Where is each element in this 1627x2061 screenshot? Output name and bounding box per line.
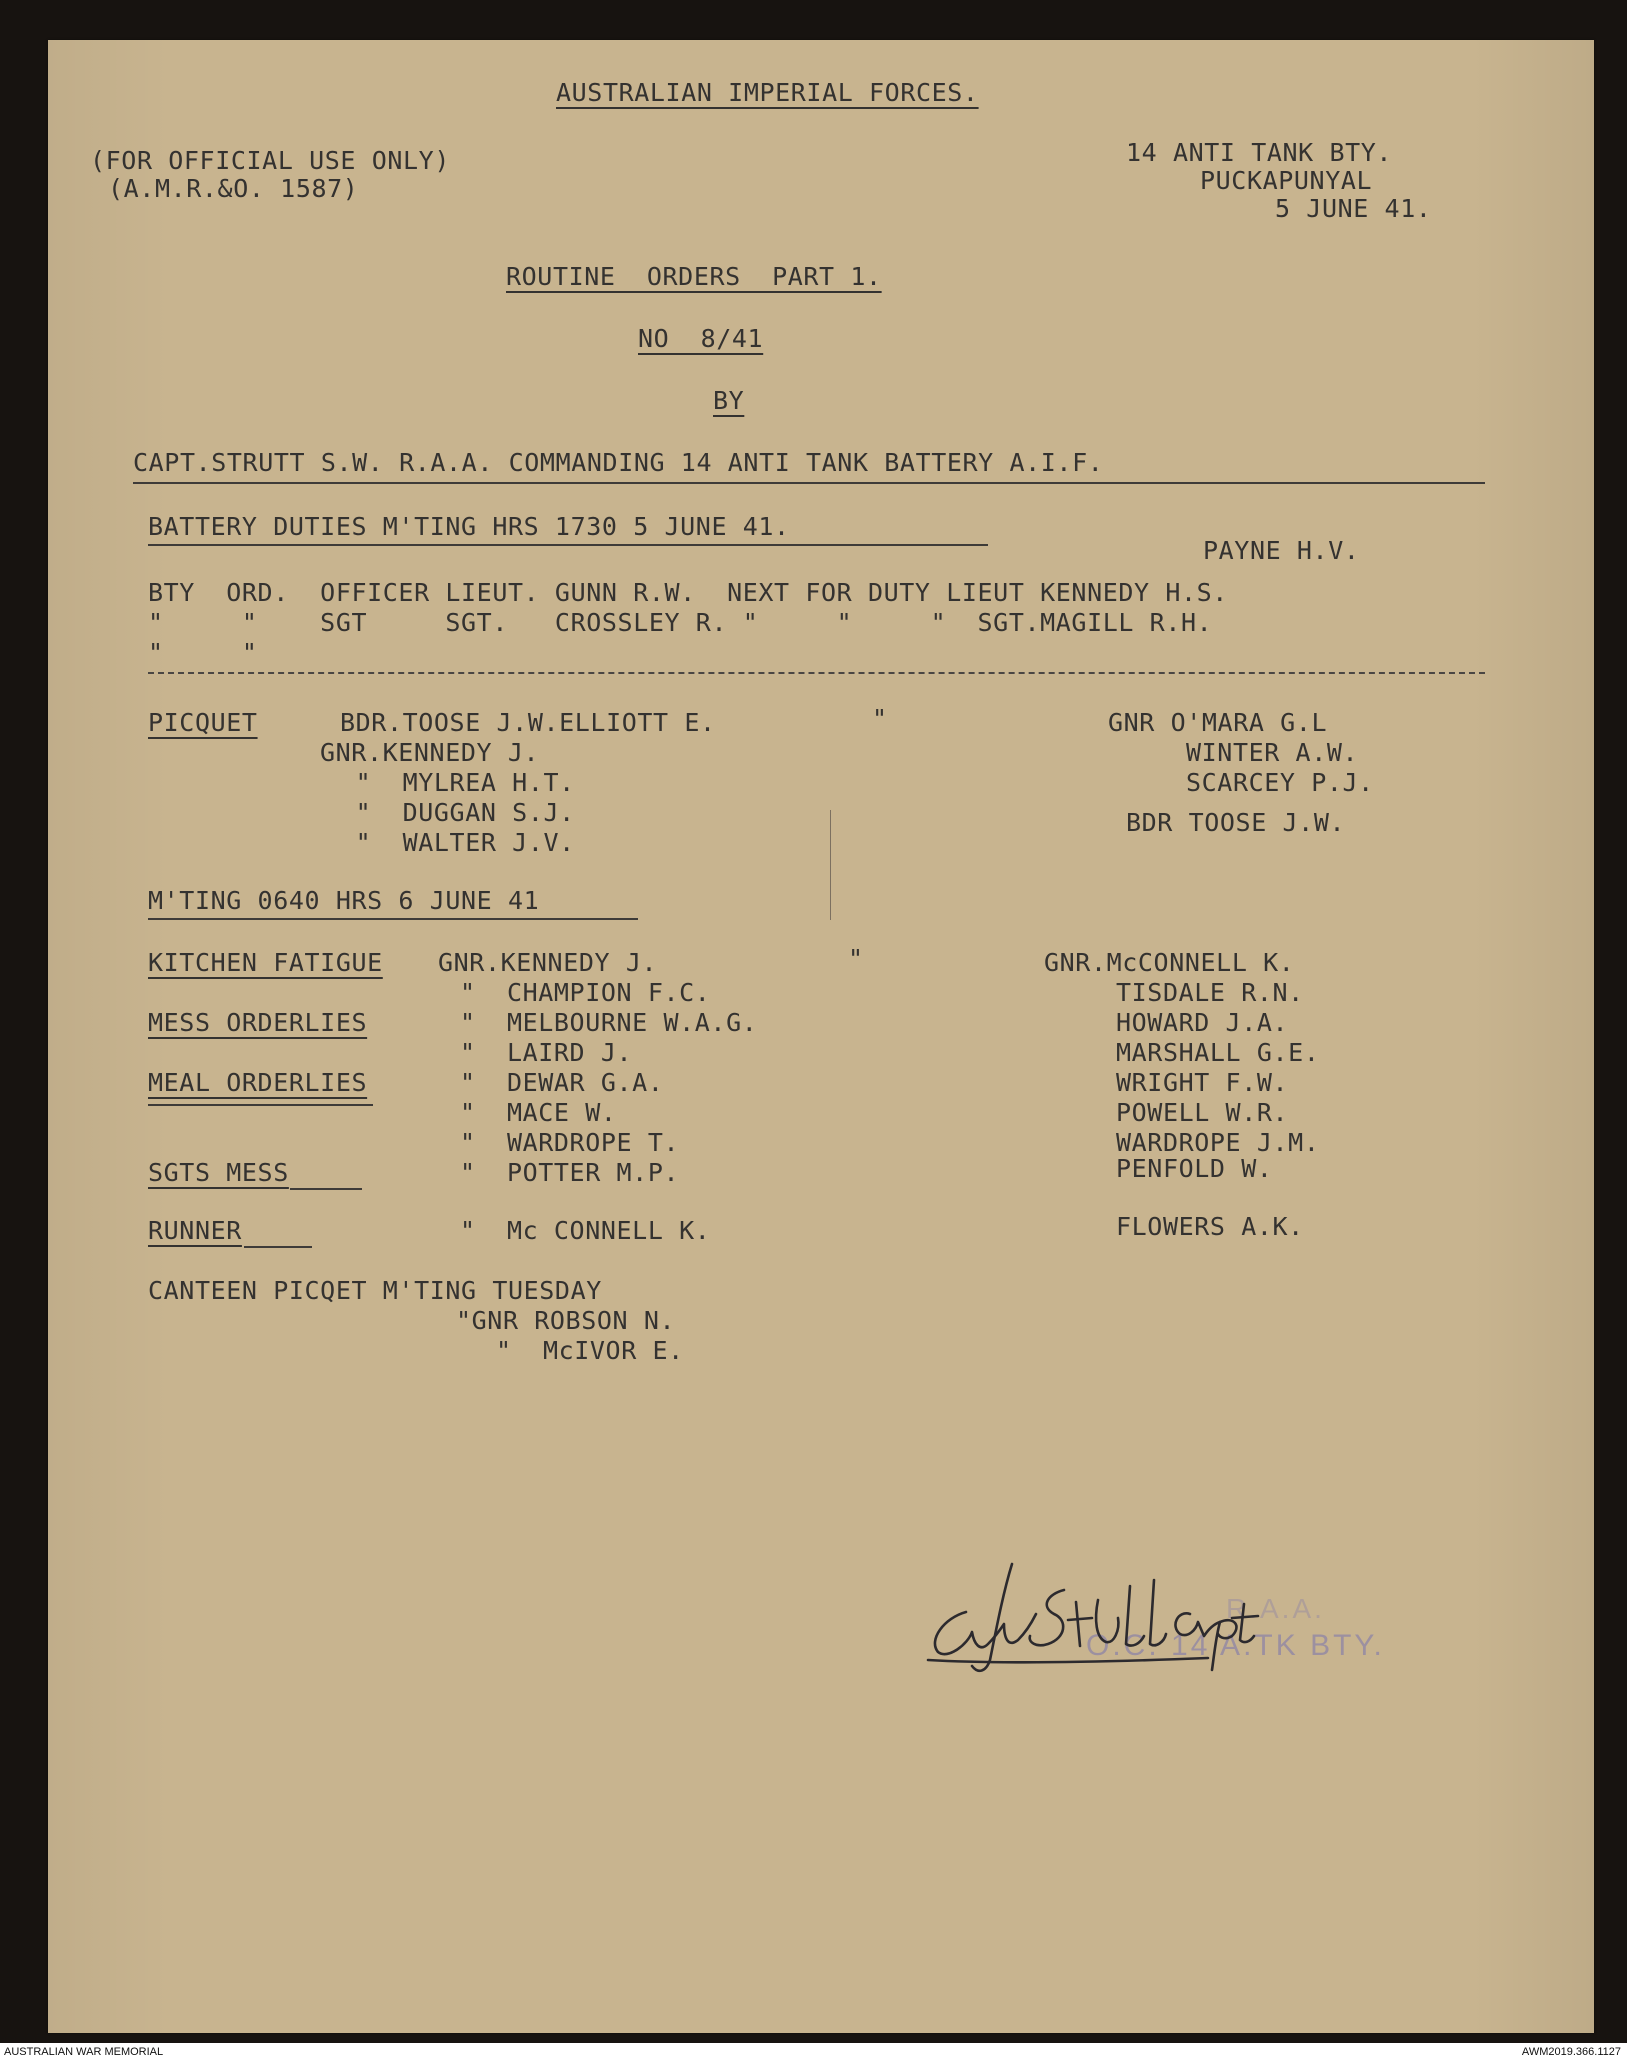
routine-orders-title: ROUTINE ORDERS PART 1. <box>506 262 882 291</box>
commander-underline <box>133 482 1485 484</box>
fatigue-next-row: WARDROPE J.M. <box>1116 1128 1320 1157</box>
picquet-next-row: SCARCEY P.J. <box>1186 768 1374 797</box>
picquet-next-row: BDR TOOSE J.W. <box>1126 808 1346 837</box>
sgts-mess-underline-extension <box>290 1188 362 1190</box>
commanding-officer-line: CAPT.STRUTT S.W. R.A.A. COMMANDING 14 ANTI TANK BATTERY A.I.F. <box>133 448 1104 477</box>
fatigue-next-row: PENFOLD W. <box>1116 1154 1273 1183</box>
picquet-row: " DUGGAN S.J. <box>340 798 575 827</box>
picquet-next-row: GNR O'MARA G.L <box>1108 708 1328 737</box>
order-number: NO 8/41 <box>638 324 764 353</box>
fatigue-row: " Mc CONNELL K. <box>460 1216 711 1245</box>
archive-credit-bar <box>0 2043 1627 2061</box>
archive-credit-left: AUSTRALIAN WAR MEMORIAL <box>4 2046 164 2058</box>
battery-duties-separator <box>148 672 1485 674</box>
sgts-mess-label: SGTS MESS <box>148 1158 289 1187</box>
picquet-row: GNR.KENNEDY J. <box>320 738 540 767</box>
canteen-picquet-row: "GNR ROBSON N. <box>456 1306 676 1335</box>
picquet-row: " MYLREA H.T. <box>340 768 575 797</box>
order-date: 5 JUNE 41. <box>1275 194 1432 223</box>
fold-crease <box>830 810 831 920</box>
battery-duties-heading: BATTERY DUTIES M'TING HRS 1730 5 JUNE 41. <box>148 512 790 541</box>
fatigue-ditto: " <box>848 944 864 973</box>
battery-duties-underline <box>148 544 988 546</box>
battery-duty-ditto-row: " " <box>148 638 258 667</box>
morning-parade-underline <box>148 918 638 920</box>
fatigue-next-row: TISDALE R.N. <box>1116 978 1304 1007</box>
fatigue-next-row: HOWARD J.A. <box>1116 1008 1289 1037</box>
fatigue-row: " CHAMPION F.C. <box>460 978 711 1007</box>
document-title: AUSTRALIAN IMPERIAL FORCES. <box>556 78 979 107</box>
next-duty-payne: PAYNE H.V. <box>1203 536 1360 565</box>
fatigue-row: " WARDROPE T. <box>460 1128 680 1157</box>
order-by: BY <box>713 386 745 415</box>
runner-underline-extension <box>244 1246 312 1248</box>
morning-parade-heading: M'TING 0640 HRS 6 JUNE 41 <box>148 886 540 915</box>
fatigue-row: GNR.KENNEDY J. <box>438 948 658 977</box>
archive-credit-right: AWM2019.366.1127 <box>1521 2046 1621 2058</box>
fatigue-row: " MELBOURNE W.A.G. <box>460 1008 758 1037</box>
canteen-picquet-heading: CANTEEN PICQET M'TING TUESDAY <box>148 1276 602 1305</box>
meal-orderlies-extra-underline <box>148 1104 373 1106</box>
fatigue-next-row: MARSHALL G.E. <box>1116 1038 1320 1067</box>
picquet-label: PICQUET <box>148 708 258 737</box>
canteen-picquet-row: " McIVOR E. <box>496 1336 684 1365</box>
fatigue-row: " DEWAR G.A. <box>460 1068 664 1097</box>
picquet-row: " WALTER J.V. <box>340 828 575 857</box>
official-stamp: O.C. 14 A.TK BTY. <box>1086 1629 1385 1662</box>
fatigue-row: " MACE W. <box>460 1098 617 1127</box>
official-stamp-top: R.A.A. <box>1226 1593 1325 1624</box>
runner-label: RUNNER <box>148 1216 242 1245</box>
unit-name: 14 ANTI TANK BTY. <box>1126 138 1393 167</box>
fatigue-next-row: FLOWERS A.K. <box>1116 1212 1304 1241</box>
fatigue-next-row: POWELL W.R. <box>1116 1098 1289 1127</box>
meal-orderlies-label: MEAL ORDERLIES <box>148 1068 368 1097</box>
fatigue-next-row: GNR.McCONNELL K. <box>1044 948 1295 977</box>
picquet-next-row: WINTER A.W. <box>1186 738 1359 767</box>
picquet-ditto: " <box>872 704 888 733</box>
unit-location: PUCKAPUNYAL <box>1200 166 1373 195</box>
document-sheet <box>48 40 1594 2033</box>
picquet-row: BDR.TOOSE J.W.ELLIOTT E. <box>340 708 716 737</box>
signature-image <box>908 1560 1268 1680</box>
mess-orderlies-label: MESS ORDERLIES <box>148 1008 368 1037</box>
fatigue-row: " LAIRD J. <box>460 1038 633 1067</box>
battery-duty-officer-row: BTY ORD. OFFICER LIEUT. GUNN R.W. NEXT FOR DUTY LIEUT KENNEDY H.S. <box>148 578 1228 607</box>
battery-duty-sgt-row: " " SGT SGT. CROSSLEY R. " " " SGT.MAGILL R.H. <box>148 608 1213 637</box>
official-use-note: (FOR OFFICIAL USE ONLY) <box>90 146 450 175</box>
regulation-reference: (A.M.R.&O. 1587) <box>108 174 359 203</box>
fatigue-next-row: WRIGHT F.W. <box>1116 1068 1289 1097</box>
kitchen-fatigue-label: KITCHEN FATIGUE <box>148 948 383 977</box>
fatigue-row: " POTTER M.P. <box>460 1158 680 1187</box>
